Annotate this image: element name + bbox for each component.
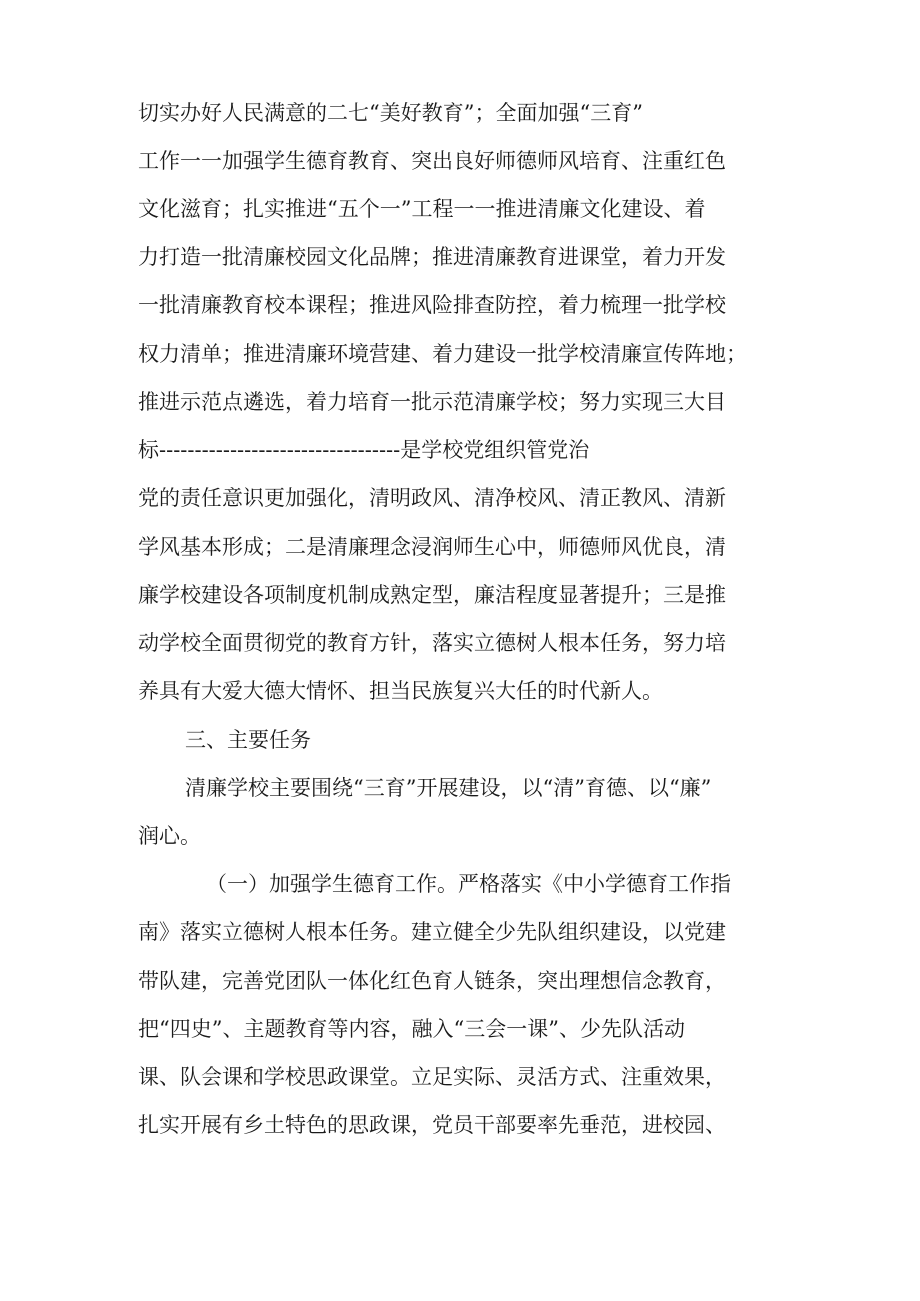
text-line: 文化滋育；扎实推进“五个一”工程一一推进清廉文化建设、着 (138, 197, 706, 221)
text-line: 力打造一批清廉校园文化品牌；推进清廉教育进课堂，着力开发 (138, 245, 726, 269)
text-line: 把“四史”、主题教育等内容，融入“三会一课”、少先队活动 (138, 1017, 685, 1041)
text-line: 标----------------------------------是学校党组织管党治 (138, 438, 590, 462)
text-line: 课、队会课和学校思政课堂。立足实际、灵活方式、注重效果， (138, 1065, 726, 1089)
text-line: 清廉学校主要围绕“三育”开展建设，以“清”育德、以“廉” (185, 776, 712, 800)
text-line: 权力清单；推进清廉环境营建、着力建设一批学校清廉宣传阵地； (138, 342, 747, 366)
text-line: 工作一一加强学生德育教育、突出良好师德师风培育、注重红色 (138, 149, 726, 173)
text-line: 南》落实立德树人根本任务。建立健全少先队组织建设，以党建 (138, 920, 726, 944)
text-line: 扎实开展有乡土特色的思政课，党员干部要率先垂范，进校园、 (138, 1113, 726, 1137)
text-line: 带队建，完善党团队一体化红色育人链条，突出理想信念教育， (138, 969, 726, 993)
text-line: 党的责任意识更加强化，清明政风、清净校风、清正教风、清新 (138, 486, 726, 510)
text-line: 一批清廉教育校本课程；推进风险排查防控，着力梳理一批学校 (138, 293, 726, 317)
text-line: 动学校全面贯彻党的教育方针，落实立德树人根本任务，努力培 (138, 631, 726, 655)
text-line: （一）加强学生德育工作。严格落实《中小学德育工作指 (206, 872, 731, 896)
section-heading: 三、主要任务 (185, 728, 311, 752)
text-line: 学风基本形成；二是清廉理念浸润师生心中，师德师风优良，清 (138, 535, 726, 559)
text-line: 推进示范点遴选，着力培育一批示范清廉学校；努力实现三大目 (138, 390, 726, 414)
text-line: 廉学校建设各项制度机制成熟定型，廉洁程度显著提升；三是推 (138, 583, 726, 607)
text-line: 切实办好人民满意的二七“美好教育”；全面加强“三育” (138, 101, 643, 125)
text-line: 养具有大爱大德大情怀、担当民族复兴大任的时代新人。 (138, 679, 663, 703)
text-line: 润心。 (138, 824, 201, 848)
